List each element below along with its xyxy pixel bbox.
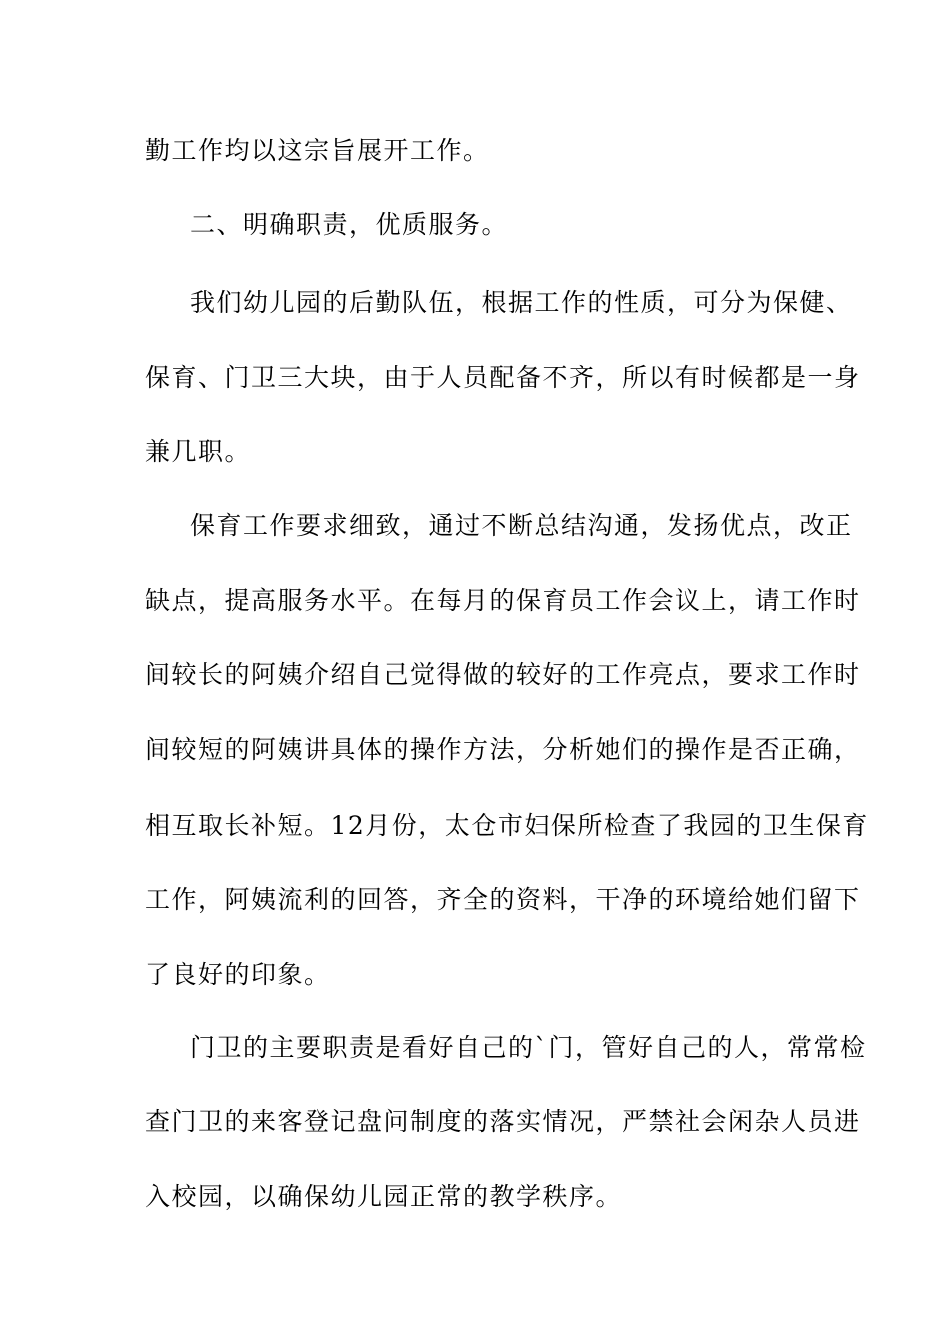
text-line-9: 间较短的阿姨讲具体的操作方法，分析她们的操作是否正确， (145, 735, 861, 764)
text-line-10: 相互取长补短。12月份，太仓市妇保所检查了我园的卫生保育 (145, 811, 869, 840)
text-line-8: 间较长的阿姨介绍自己觉得做的较好的工作亮点，要求工作时 (145, 660, 861, 689)
text-line-3: 我们幼儿园的后勤队伍，根据工作的性质，可分为保健、 (190, 288, 853, 317)
text-line-13: 门卫的主要职责是看好自己的`门，管好自己的人，常常检 (190, 1033, 867, 1062)
text-line-14: 查门卫的来客登记盘问制度的落实情况，严禁社会闲杂人员进 (145, 1107, 861, 1136)
text-line-4: 保育、门卫三大块，由于人员配备不齐，所以有时候都是一身 (145, 363, 861, 392)
text-line-7: 缺点，提高服务水平。在每月的保育员工作会议上，请工作时 (145, 586, 861, 615)
text-line-11: 工作，阿姨流利的回答，齐全的资料，干净的环境给她们留下 (145, 885, 861, 914)
section-heading: 二、明确职责，优质服务。 (190, 210, 509, 239)
text-line-6: 保育工作要求细致，通过不断总结沟通，发扬优点，改正 (190, 511, 853, 540)
text-line-12: 了良好的印象。 (145, 960, 331, 989)
text-line-1: 勤工作均以这宗旨展开工作。 (145, 136, 490, 165)
text-line-15: 入校园，以确保幼儿园正常的教学秩序。 (145, 1182, 623, 1211)
text-line-5: 兼几职。 (145, 437, 252, 466)
